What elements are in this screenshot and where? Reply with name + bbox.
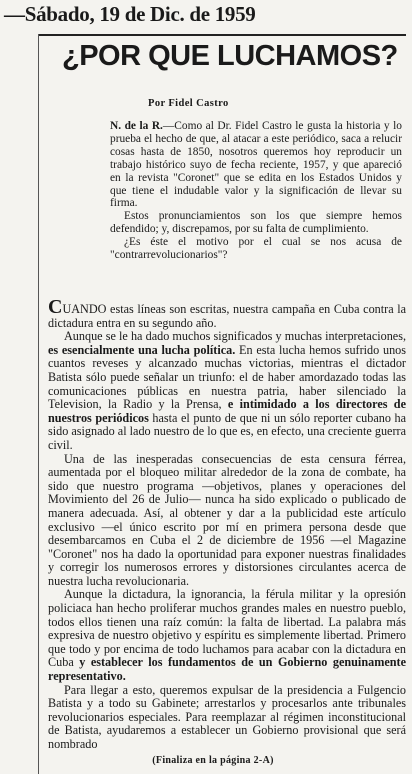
column-rule [38, 34, 39, 774]
body-paragraph: Para llegar a esto, queremos expulsar de la presidencia a Fulgencio Batista y a todo su Gabinete; arrestarlos y procesarlos ante tribunales revolucionarios especiales. Para reemplazar al régimen inconstitucional de Batista, ayudaremos a establecer un Gobierno provisional que será nombrado [48, 682, 406, 751]
emphasis: y establecer los fundamentos de un Gobierno genuinamente representativo. [48, 655, 406, 684]
continuation-note: (Finaliza en la página 2-A) [152, 755, 274, 766]
article-title: ¿POR QUE LUCHAMOS? [62, 40, 398, 72]
dateline: —Sábado, 19 de Dic. de 1959 [4, 2, 256, 26]
editor-note-text: —Como al Dr. Fidel Castro le gusta la historia y lo prueba el hecho de que, al atacar a este periódico, saca a relucir cosas hasta de 1850, nosotros queremos hoy reproducir un trabajo histórico suyo de fecha reciente, 1957, y que apareció en la revista "Coronet" que se edita en los Estados Unidos y que tiene el indudable valor y la significación de llevar su firma. [110, 120, 402, 210]
header-rule [38, 34, 406, 36]
article-body [48, 296, 407, 752]
editor-note-paragraph: ¿Es éste el motivo por el cual se nos acusa de "contrarrevolucionarios"? [110, 236, 402, 262]
byline: Por Fidel Castro [148, 98, 229, 109]
editor-note-paragraph [110, 120, 402, 210]
emphasis: es esencialmente una lucha política. [48, 342, 236, 357]
body-paragraph: Una de las inesperadas consecuencias de esta censura férrea, aumentada por el bloqueo militar alrededor de la zona de combate, ha sido que nuestro programa —objetivos, planes y operaciones del Movimiento del 26 de Julio— nunca ha sido explicado o publicado de manera adecuada. Así, al obtener y dar a la publicidad este artículo exclusivo —el único escrito por mí en primera persona desde que desembarcamos en Cuba el 2 de diciembre de 1956 —el Magazine "Coronet" nos ha dado la oportunidad para exponer nuestras finalidades y corregir los numerosos errores y distorsiones circulantes acerca de nuestra lucha revolucionaria. [48, 451, 406, 588]
body-paragraph: Aunque se le ha dado muchos significados y muchas interpretaciones, es esencialmente una lucha política. En esta lucha hemos sufrido unos cuantos reveses y alcanzado muchas victorias, mientras el dictador Batista sólo puede señalar un triunfo: el de haber amordazado todas las comunicaciones públicas en nuestra patria, haber silenciado la Television, la Radio y la Prensa, e intimidado a los directores de nuestros periódicos hasta el punto de que ni un sólo reporter cubano ha sido asignado al lado nuestro de lo que es, en efecto, una creciente guerra civil. [48, 329, 407, 452]
editor-note [110, 120, 402, 262]
drop-cap: C [48, 296, 63, 318]
body-paragraph: CUANDO estas líneas son escritas, nuestra campaña en Cuba contra la dictadura entra en su segundo año. [48, 296, 406, 330]
emphasis: e intimidado a los directores de nuestros periódicos [48, 397, 406, 425]
editor-note-label: N. de la R. [110, 120, 163, 132]
body-paragraph: Aunque la dictadura, la ignorancia, la férula militar y la opresión policiaca han hecho proliferar muchos grandes males en nuestro pueblo, todos ellos tienen una raíz común: la falta de libertad. La palabra más expresiva de nuestro objetivo y espíritu es simplemente libertad. Primero que todo y por encima de todo luchamos para acabar con la dictadura en Cuba y establecer los fundamentos de un Gobierno genuinamente representativo. [48, 587, 406, 684]
editor-note-paragraph: Estos pronunciamientos son los que siempre hemos defendido; y, discrepamos, por su falta de cumplimiento. [110, 210, 402, 236]
